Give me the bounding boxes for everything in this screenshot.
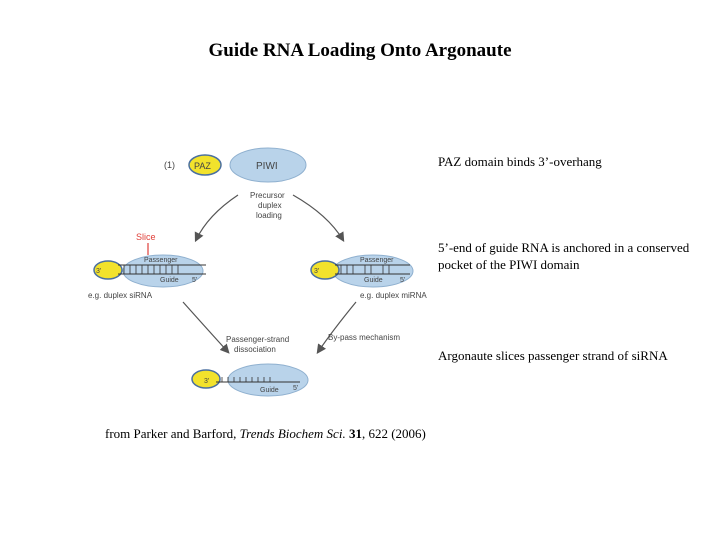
- guide-label-mirna: Guide: [364, 277, 383, 284]
- annotation-paz-binds: PAZ domain binds 3’-overhang: [438, 154, 602, 169]
- slice-label: Slice: [136, 232, 156, 242]
- citation-pages-year: , 622 (2006): [361, 426, 426, 441]
- five-prime-mirna: 5': [400, 277, 406, 284]
- five-prime-sirna: 5': [192, 277, 198, 284]
- three-prime-loaded: 3': [204, 378, 210, 385]
- citation-prefix: from Parker and Barford,: [105, 426, 237, 441]
- step-number-label: (1): [164, 160, 175, 170]
- duplex-mirna-label: e.g. duplex miRNA: [360, 291, 427, 300]
- piwi-label: PIWI: [256, 161, 278, 172]
- dissociation-label-1: Passenger-strand: [226, 335, 290, 344]
- loading-label-1: Precursor: [250, 191, 285, 200]
- argonaute-loading-diagram: [88, 140, 448, 410]
- slide-title: Guide RNA Loading Onto Argonaute: [208, 40, 512, 61]
- citation-journal: Trends Biochem Sci.: [239, 426, 346, 441]
- citation: [105, 426, 426, 442]
- arrow-to-mirna: [293, 195, 343, 240]
- arrow-mirna-to-loaded: [318, 302, 356, 352]
- guide-label-sirna: Guide: [160, 277, 179, 284]
- annotation-five-prime-end: 5’-end of guide RNA is anchored in a conserved pocket of the PIWI domain: [438, 240, 690, 272]
- paz-label: PAZ: [194, 161, 211, 171]
- three-prime-sirna: 3': [96, 268, 102, 275]
- five-prime-loaded: 5': [293, 385, 299, 392]
- guide-label-loaded: Guide: [260, 387, 279, 394]
- arrow-sirna-to-loaded: [183, 302, 228, 352]
- citation-volume: 31: [348, 426, 362, 441]
- bypass-label: By-pass mechanism: [328, 333, 401, 342]
- passenger-label-mirna: Passenger: [360, 257, 394, 264]
- dissociation-label-2: dissociation: [234, 345, 276, 354]
- three-prime-mirna: 3': [314, 268, 320, 275]
- duplex-sirna-label: e.g. duplex siRNA: [88, 291, 153, 300]
- loading-label-3: loading: [256, 211, 282, 220]
- passenger-label-sirna: Passenger: [144, 257, 178, 264]
- loading-label-2: duplex: [258, 201, 282, 210]
- arrow-to-sirna: [196, 195, 238, 240]
- annotation-argonaute-slices: Argonaute slices passenger strand of siRNA: [438, 348, 668, 363]
